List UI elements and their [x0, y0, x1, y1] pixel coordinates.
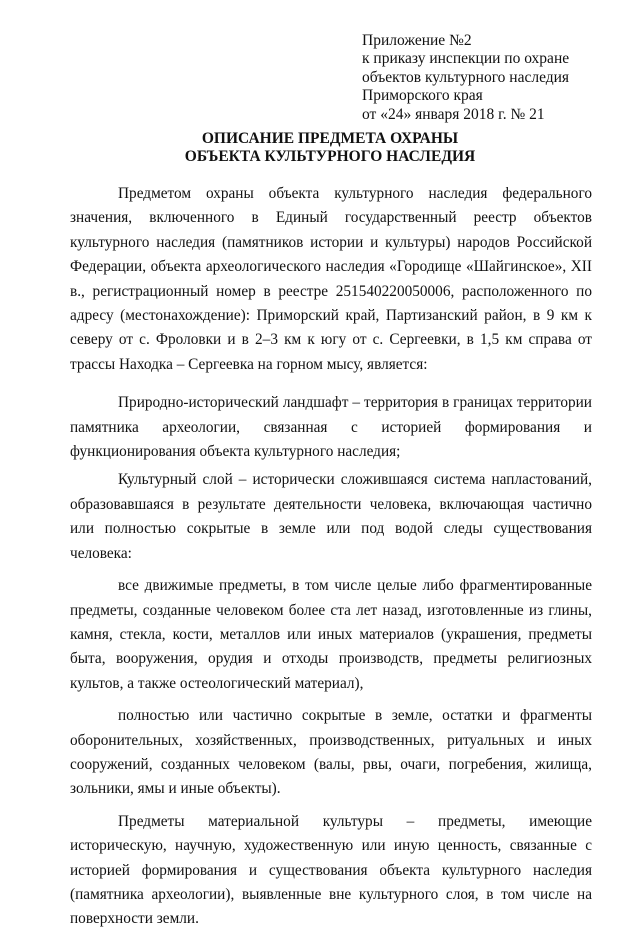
paragraph-movables: все движимые предметы, в том числе целые либо фрагментированные предметы, созданные человеком более ста лет назад, изготовленные из глины, камня, стекла, кости, металлов или иных материалов (украшения, предметы быта, вооружения, орудия и отходы производств, предметы религиозных культов, а также остеологический материал),: [70, 577, 592, 692]
title-line: ОБЪЕКТА КУЛЬТУРНОГО НАСЛЕДИЯ: [184, 148, 476, 165]
paragraph-cultural-layer: Культурный слой – исторически сложившаяся система напластований, образовавшаяся в результате деятельности человека, включающая частично или полностью сокрытые в земле или под водой следы существования человека:: [70, 471, 592, 562]
appendix-header: [362, 32, 622, 124]
document-body: [70, 182, 592, 932]
appendix-line: Приморского края: [362, 87, 483, 105]
appendix-line: к приказу инспекции по охране: [362, 50, 570, 68]
paragraph-material-culture: Предметы материальной культуры – предметы, имеющие историческую, научную, художественную или иную ценность, связанные с историей формирования и существования объекта культурного наследия (памятника археологии), выявленные вне культурного слоя, в том числе на поверхности земли.: [70, 812, 592, 928]
paragraph-remains: полностью или частично сокрытые в земле, остатки и фрагменты оборонительных, хозяйственных, производственных, ритуальных и иных сооружений, созданных человеком (валы, рвы, очаги, погребения, жилища, зольники, ямы и иные объекты).: [70, 707, 592, 798]
appendix-line: от «24» января 2018 г. № 21: [362, 105, 545, 123]
paragraph-intro: Предметом охраны объекта культурного наследия федерального значения, включенного в Единый государственный реестр объектов культурного наследия (памятников истории и культуры) народов Российской Федерации, объекта археологического наследия «Городище «Шайгинское», XII в., регистрационный номер в реестре 251540220050006, расположенного по адресу (местонахождение): Приморский край, Партизанский район, в 9 км к северу от с. Фроловки и в 2–3 км к югу от с. Сергеевки, в 1,5 км справа от трассы Находка – Сергеевка на горном мысу, является:: [70, 185, 592, 373]
appendix-line: объектов культурного наследия: [362, 68, 570, 86]
paragraph-landscape: Природно-исторический ландшафт – территория в границах территории памятника археологии, связанная с историей формирования и функционирования объекта культурного наследия;: [70, 394, 592, 461]
appendix-line: Приложение №2: [362, 32, 472, 49]
document-title: [70, 130, 590, 166]
title-line: ОПИСАНИЕ ПРЕДМЕТА ОХРАНЫ: [201, 130, 459, 147]
